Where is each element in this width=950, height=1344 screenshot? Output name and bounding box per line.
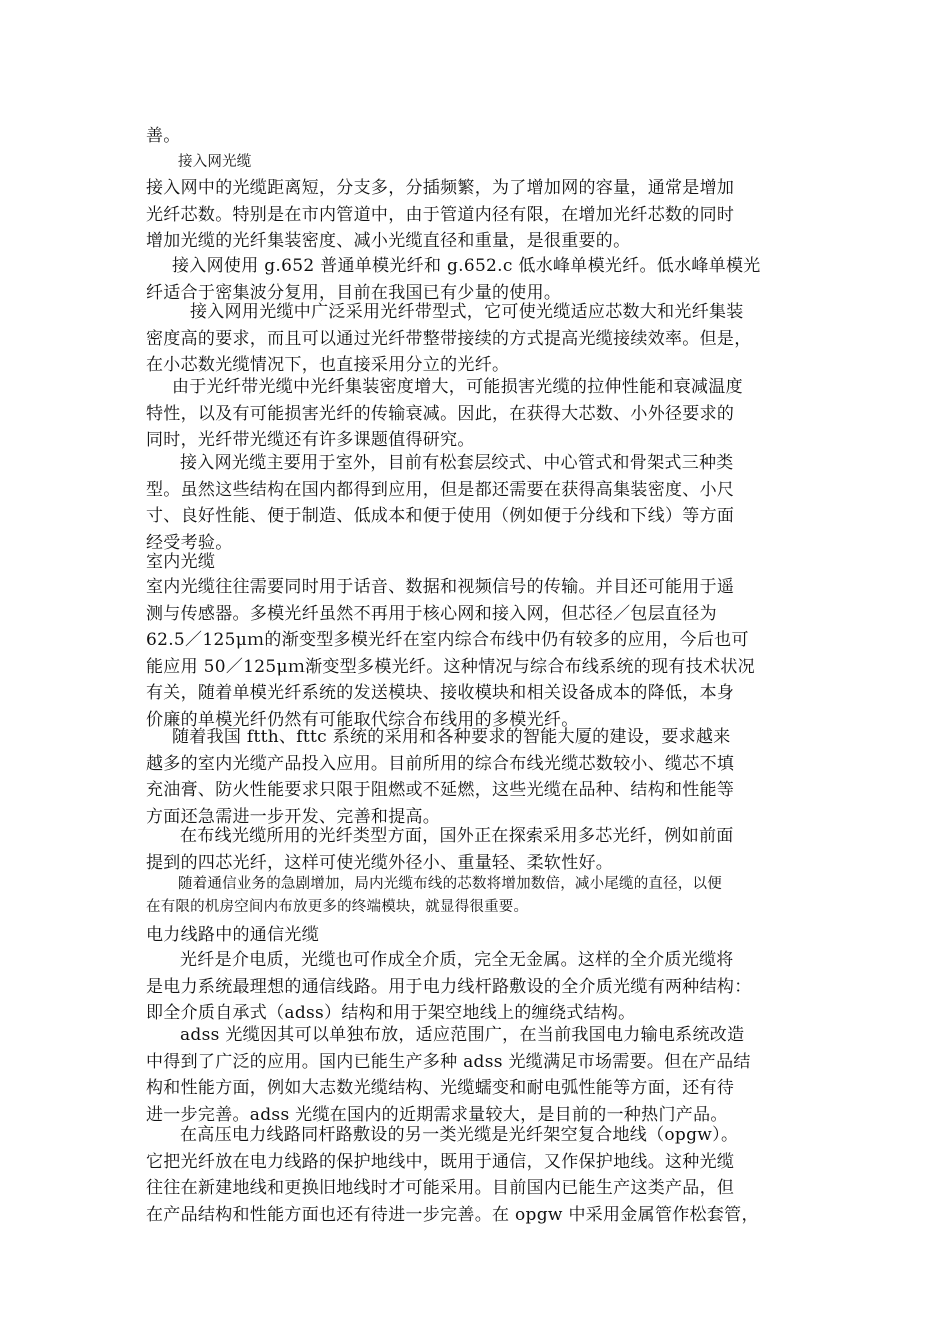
text-line: 构和性能方面，例如大志数光缆结构、光缆蠕变和耐电弧性能等方面，还有待 — [146, 1078, 735, 1099]
text-line: 能应用 50／125μｍ渐变型多模光纤。这种情况与综合布线系统的现有技术状况 — [146, 656, 755, 677]
text-line: 纤适合于密集波分复用，目前在我国已有少量的使用。 — [146, 282, 562, 303]
text-line: 随着我国 ftth、fttc 系统的采用和各种要求的智能大厦的建设，要求越来 — [172, 727, 731, 747]
paragraph — [146, 450, 810, 556]
paragraph — [146, 1122, 810, 1228]
text-line: 在高压电力线路同杆路敷设的另一类光缆是光纤架空复合地线（opgw）。 — [180, 1125, 739, 1145]
text-line: 测与传感器。多模光纤虽然不再用于核心网和接入网，但芯径／包层直径为 — [146, 603, 717, 624]
text-line: 接入网中的光缆距离短，分支多，分插频繁，为了增加网的容量，通常是增加 — [146, 178, 735, 198]
paragraph — [146, 724, 810, 830]
paragraph-continuation — [146, 123, 810, 150]
text-line: 型。虽然这些结构在国内都得到应用，但是都还需要在获得高集装密度、小尺 — [146, 479, 735, 500]
text-line: 电力线路中的通信光缆 — [146, 925, 319, 945]
section-heading-power-line-cable — [146, 922, 810, 949]
text-line: 充油膏、防火性能要求只限于阻燃或不延燃，这些光缆在品种、结构和性能等 — [146, 780, 735, 801]
text-line: 增加光缆的光纤集装密度、减小光缆直径和重量，是很重要的。 — [146, 231, 631, 252]
text-line: 寸、良好性能、便于制造、低成本和便于使用（例如便于分线和下线）等方面 — [146, 506, 735, 527]
text-line: 接入网光缆主要用于室外，目前有松套层绞式、中心管式和骨架式三种类 — [180, 453, 734, 473]
paragraph — [146, 175, 810, 255]
paragraph — [146, 374, 810, 454]
text-line: 光纤芯数。特别是在市内管道中，由于管道内径有限，在增加光纤芯数的同时 — [146, 204, 735, 225]
text-line: 中得到了广泛的应用。国内已能生产多种 adss 光缆满足市场需要。但在产品结 — [146, 1051, 751, 1072]
paragraph — [146, 947, 810, 1027]
text-line: 价廉的单模光纤仍然有可能取代综合布线用的多模光纤。 — [146, 709, 579, 730]
text-line: 方面还急需进一步开发、完善和提高。 — [146, 806, 441, 827]
text-line: 进一步完善。adss 光缆在国内的近期需求量较大，是目前的一种热门产品。 — [146, 1104, 728, 1125]
paragraph — [146, 1022, 810, 1128]
subheading-access-network-cable — [146, 151, 842, 174]
text-line: 特性，以及有可能损害光纤的传输衰减。因此，在获得大芯数、小外径要求的 — [146, 403, 735, 424]
paragraph — [146, 574, 810, 734]
text-line: 在布线光缆所用的光纤类型方面，国外正在探索采用多芯光纤，例如前面 — [180, 826, 734, 846]
text-line: 62.5／125μｍ的渐变型多模光纤在室内综合布线中仍有较多的应用，今后也可 — [146, 630, 749, 651]
text-line: 越多的室内光缆产品投入应用。目前所用的综合布线光缆芯数较小、缆芯不填 — [146, 753, 735, 774]
text-line: 接入网用光缆中广泛采用光纤带型式，它可使光缆适应芯数大和光纤集装 — [190, 302, 744, 322]
text-line: 它把光纤放在电力线路的保护地线中，既用于通信，又作保护地线。这种光缆 — [146, 1151, 735, 1172]
text-line: 随着通信业务的急剧增加，局内光缆布线的芯数将增加数倍，减小尾缆的直径，以便 — [178, 876, 722, 892]
text-line: 往往在新建地线和更换旧地线时才可能采用。目前国内已能生产这类产品，但 — [146, 1178, 735, 1199]
text-line: 在小芯数光缆情况下，也直接采用分立的光纤。 — [146, 355, 510, 376]
paragraph — [146, 823, 810, 876]
text-line: 经受考验。 — [146, 532, 233, 553]
text-line: 接入网光缆 — [178, 154, 252, 170]
text-line: 接入网使用 g.652 普通单模光纤和 g.652.c 低水峰单模光纤。低水峰单模光 — [172, 256, 761, 276]
text-line: 在产品结构和性能方面也还有待进一步完善。在 opgw 中采用金属管作松套管， — [146, 1204, 759, 1225]
text-line: 密度高的要求，而且可以通过光纤带整带接续的方式提高光缆接续效率。但是， — [146, 328, 752, 349]
paragraph-small — [146, 873, 810, 919]
text-line: 室内光缆 — [146, 552, 216, 572]
text-line: 同时，光纤带光缆还有许多课题值得研究。 — [146, 430, 475, 451]
text-line: 善。 — [146, 126, 181, 146]
text-line: 即全介质自承式（adss）结构和用于架空地线上的缠绕式结构。 — [146, 1003, 636, 1024]
text-line: 由于光纤带光缆中光纤集装密度增大，可能损害光缆的拉伸性能和衰减温度 — [172, 377, 743, 397]
text-line: 光纤是介电质，光缆也可作成全介质，完全无金属。这样的全介质光缆将 — [180, 950, 734, 970]
text-line: 提到的四芯光纤，这样可使光缆外径小、重量轻、柔软性好。 — [146, 852, 614, 873]
text-line: 有关，随着单模光纤系统的发送模块、接收模块和相关设备成本的降低，本身 — [146, 683, 735, 704]
text-line: 是电力系统最理想的通信线路。用于电力线杆路敷设的全介质光缆有两种结构： — [146, 976, 752, 997]
text-line: 室内光缆往往需要同时用于话音、数据和视频信号的传输。并目还可能用于遥 — [146, 577, 735, 597]
text-line: adss 光缆因其可以单独布放，适应范围广，在当前我国电力输电系统改造 — [180, 1025, 745, 1045]
section-heading-indoor-cable — [146, 549, 810, 576]
paragraph — [146, 299, 810, 379]
text-line: 在有限的机房空间内布放更多的终端模块，就显得很重要。 — [146, 899, 529, 915]
